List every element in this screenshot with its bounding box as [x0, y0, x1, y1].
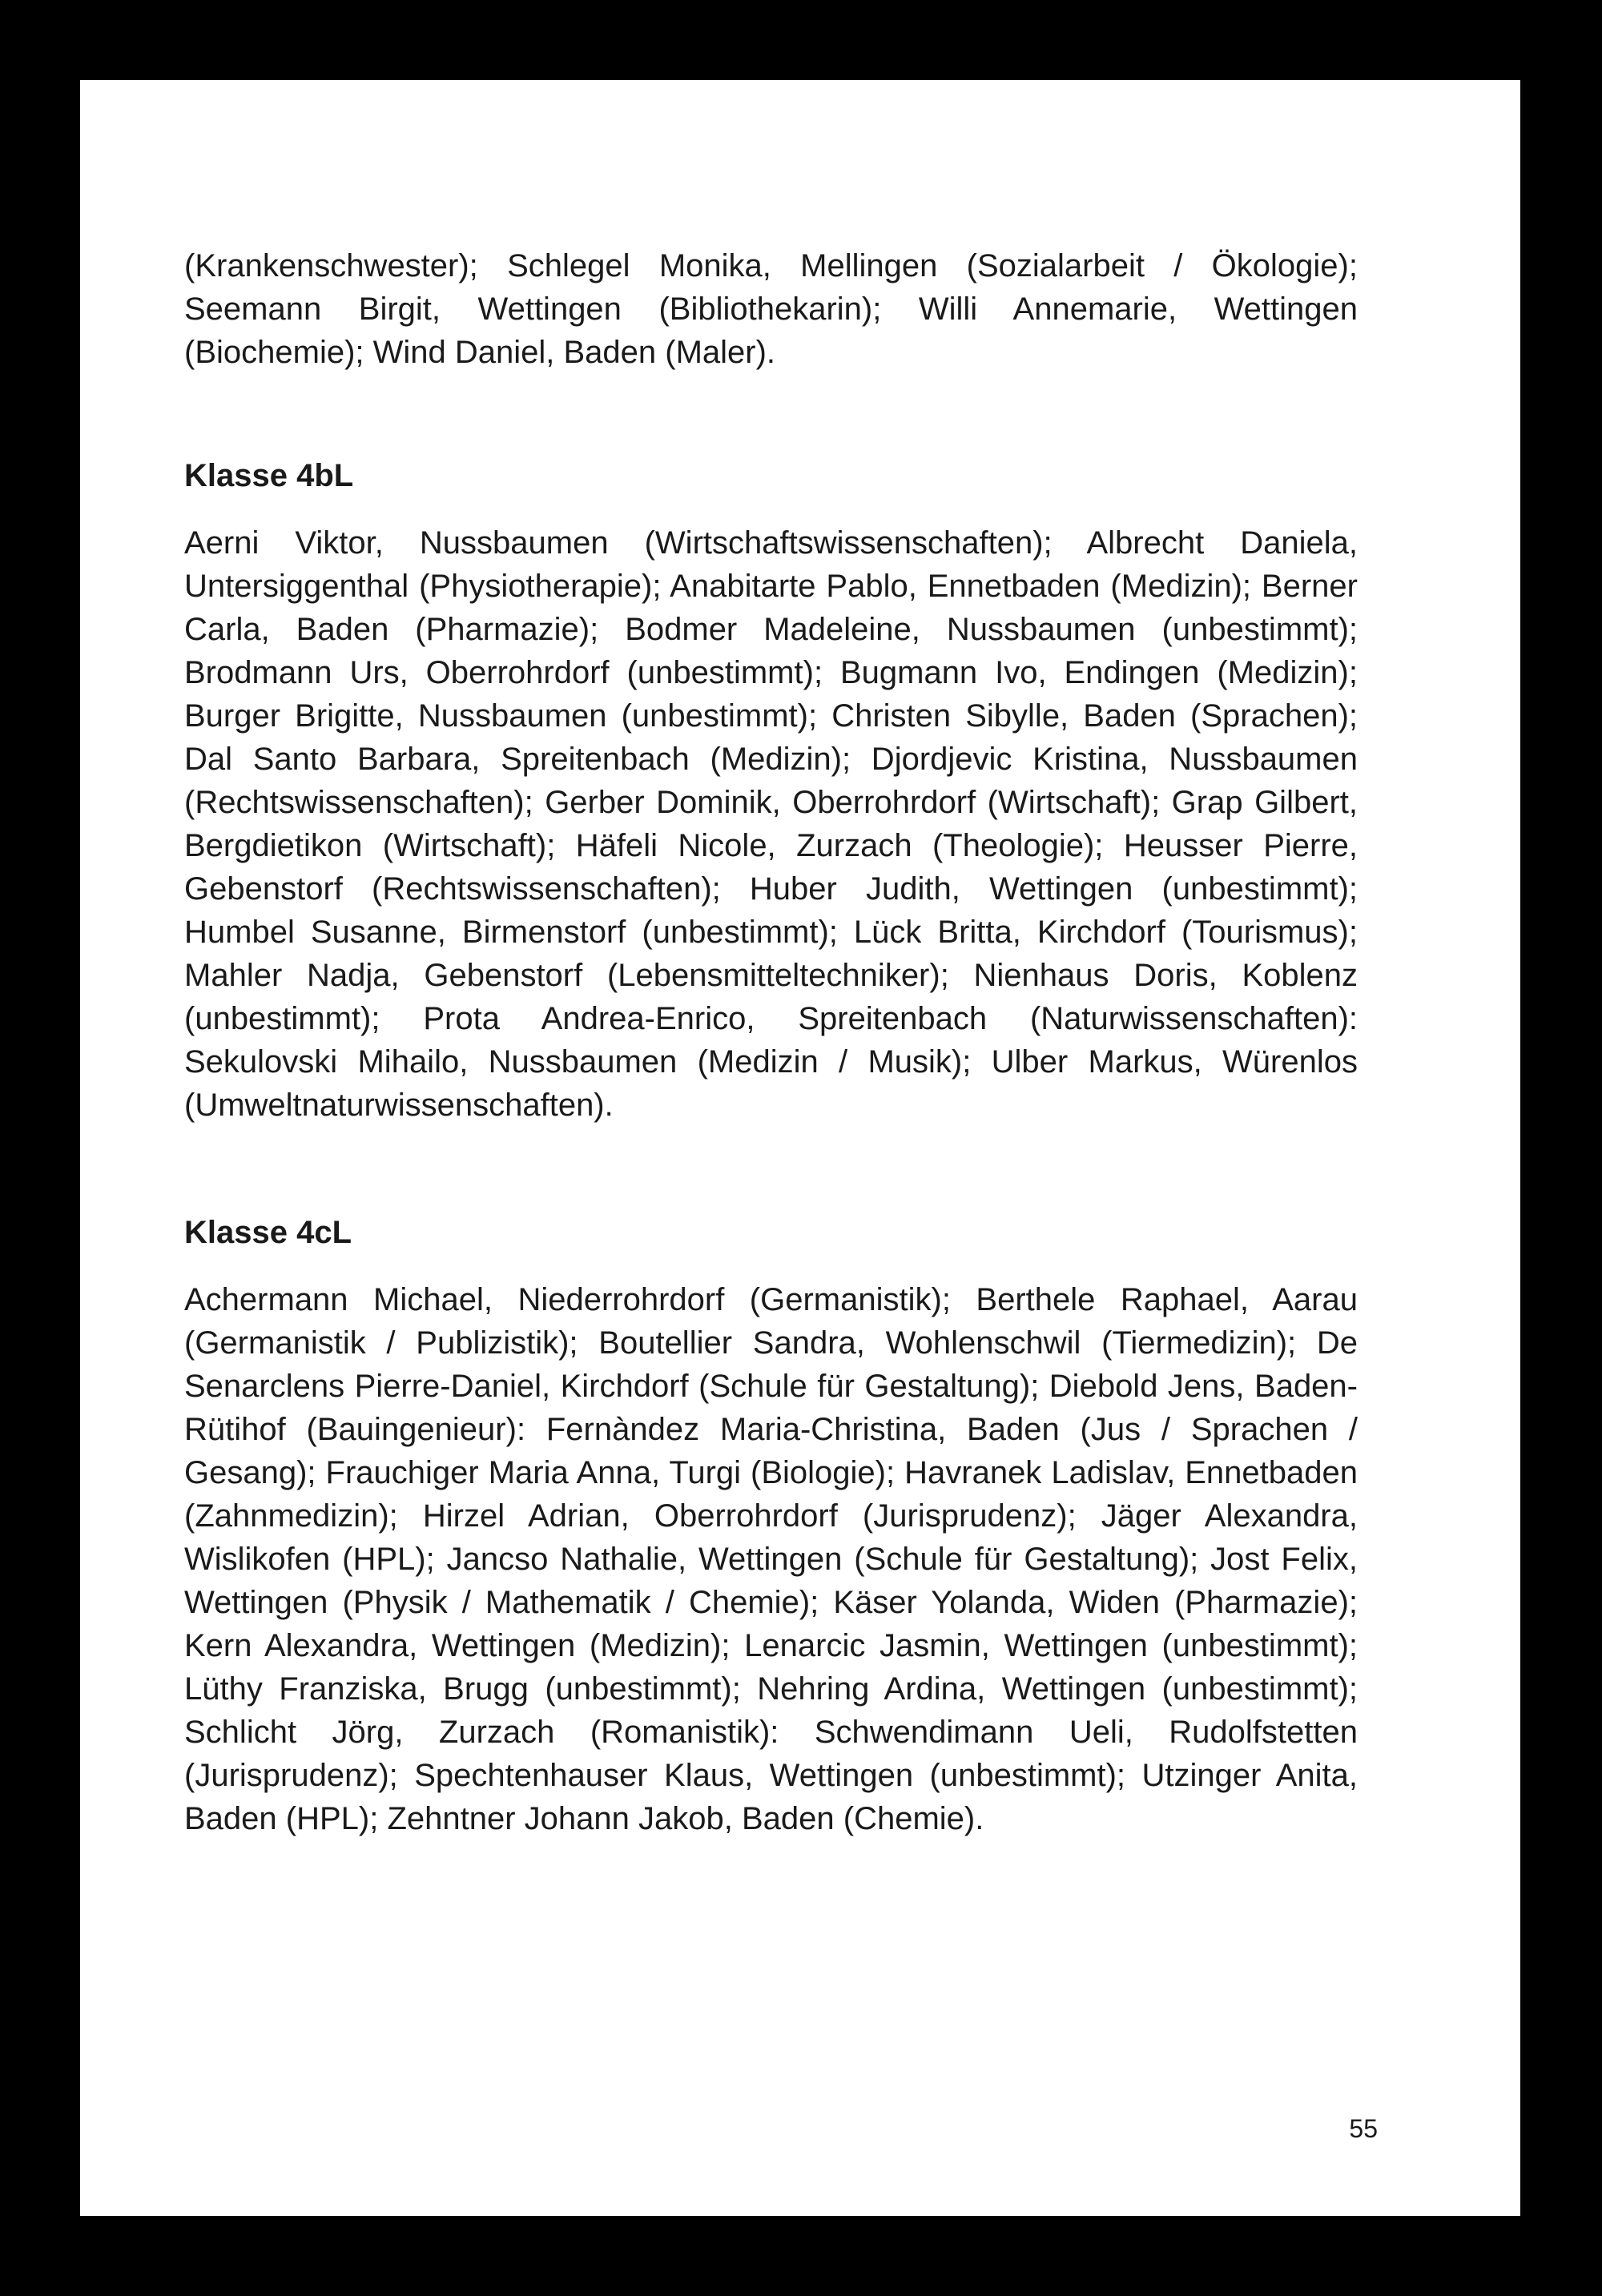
section-body-4cl: Achermann Michael, Niederrohrdorf (Germanistik); Berthele Raphael, Aarau (Germanistik / Publizistik); Boutellier Sandra, Wohlenschwil (Tiermedizin); De Senarclens Pierre-Daniel, Kirchdorf (Schule für Gestaltung); Diebold Jens, Baden-Rütihof (Bauingenieur): Fernàndez Maria-Christina, Baden (Jus / Sprachen / Gesang); Frauchiger Maria Anna, Turgi (Biologie); Havranek Ladislav, Ennetbaden (Zahnmedizin); Hirzel Adrian, Oberrohrdorf (Jurisprudenz); Jäger Alexandra, Wislikofen (HPL); Jancso Nathalie, Wettingen (Schule für Gestaltung); Jost Felix, Wettingen (Physik / Mathematik / Chemie); Käser Yolanda, Widen (Pharmazie); Kern Alexandra, Wettingen (Medizin); Lenarcic Jasmin, Wettingen (unbestimmt); Lüthy Franziska, Brugg (unbestimmt); Nehring Ardina, Wettingen (unbestimmt); Schlicht Jörg, Zurzach (Romanistik): Schwendimann Ueli, Rudolfstetten (Jurisprudenz); Spechtenhauser Klaus, Wettingen (unbestimmt); Utzinger Anita, Baden (HPL); Zehntner Johann Jakob, Baden (Chemie).	[184, 1282, 1358, 1836]
section-heading-4bl: Klasse 4bL	[184, 458, 354, 493]
section-body-4bl: Aerni Viktor, Nussbaumen (Wirtschaftswissenschaften); Albrecht Daniela, Untersiggenthal (Physiotherapie); Anabitarte Pablo, Ennetbaden (Medizin); Berner Carla, Baden (Pharmazie); Bodmer Madeleine, Nussbaumen (unbestimmt); Brodmann Urs, Oberrohrdorf (unbestimmt); Bugmann Ivo, Endingen (Medizin); Burger Brigitte, Nussbaumen (unbestimmt); Christen Sibylle, Baden (Sprachen); Dal Santo Barbara, Spreitenbach (Medizin); Djordjevic Kristina, Nussbaumen (Rechtswissenschaften); Gerber Dominik, Oberrohrdorf (Wirtschaft); Grap Gilbert, Bergdietikon (Wirtschaft); Häfeli Nicole, Zurzach (Theologie); Heusser Pierre, Gebenstorf (Rechtswissenschaften); Huber Judith, Wettingen (unbestimmt); Humbel Susanne, Birmenstorf (unbestimmt); Lück Britta, Kirchdorf (Tourismus); Mahler Nadja, Gebenstorf (Lebensmitteltechniker); Nienhaus Doris, Koblenz (unbestimmt); Prota Andrea-Enrico, Spreitenbach (Naturwissenschaften): Sekulovski Mihailo, Nussbaumen (Medizin / Musik); Ulber Markus, Würenlos (Umweltnaturwissenschaften).	[184, 525, 1358, 1123]
page-content	[184, 244, 1358, 1840]
section-heading-4cl: Klasse 4cL	[184, 1215, 352, 1250]
document-page	[80, 80, 1520, 2216]
page-number: 55	[1349, 2114, 1378, 2143]
intro-paragraph: (Krankenschwester); Schlegel Monika, Mellingen (Sozialarbeit / Ökologie); Seemann Birgit, Wettingen (Bibliothekarin); Willi Annemarie, Wettingen (Biochemie); Wind Daniel, Baden (Maler).	[184, 248, 1358, 370]
